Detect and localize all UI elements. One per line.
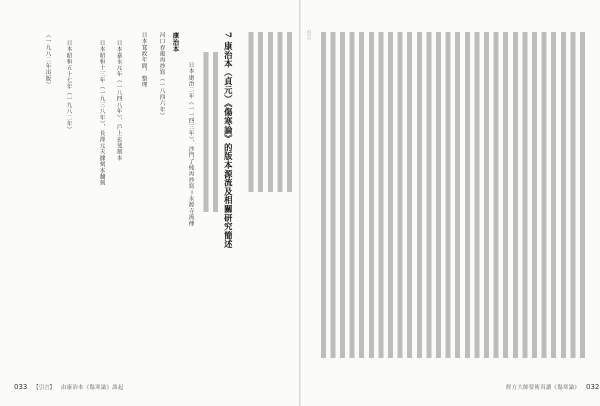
left-footer <box>14 383 124 391</box>
left-page <box>0 0 299 406</box>
list-entry: 日本嘉永元年（一八四八年），戶上玄斐刻本 <box>115 40 122 162</box>
list-entry: 河口春龍再抄寫（一八四六年） <box>158 32 165 119</box>
list-entry: 日本昭和五十七年（一九八二年） <box>65 40 72 133</box>
footer-title: 經方大師要術真讀《傷寒論》 <box>506 385 580 391</box>
running-head: 引言 <box>306 30 311 40</box>
list-entry: 日本昭和十三年（一九三八年），長澤元夫據刻本翻刻 <box>98 40 105 186</box>
right-footer <box>506 383 599 391</box>
body-text-block <box>321 32 585 358</box>
list-entry: 日本康治二年（一一四三年），沙門了純再抄寫＝永源寺流傳 <box>187 62 194 227</box>
body-text-block <box>200 52 218 212</box>
footer-title: 由康治本《傷寒論》談起 <box>60 385 124 391</box>
list-entry: （一九八二年出版） <box>44 32 51 88</box>
list-entry: 日本寬政年間，整理 <box>140 32 147 88</box>
section-heading: 7 康治本（貞元）《傷寒論》的版本源流及相關研究簡述 <box>223 32 234 249</box>
right-page <box>301 0 600 406</box>
page-number: 032 <box>585 383 600 391</box>
page-number: 033 <box>14 383 28 391</box>
footer-section: 【引言】 <box>33 385 55 391</box>
body-text-block <box>244 32 292 192</box>
list-sublabel: 康治本 <box>171 32 180 53</box>
